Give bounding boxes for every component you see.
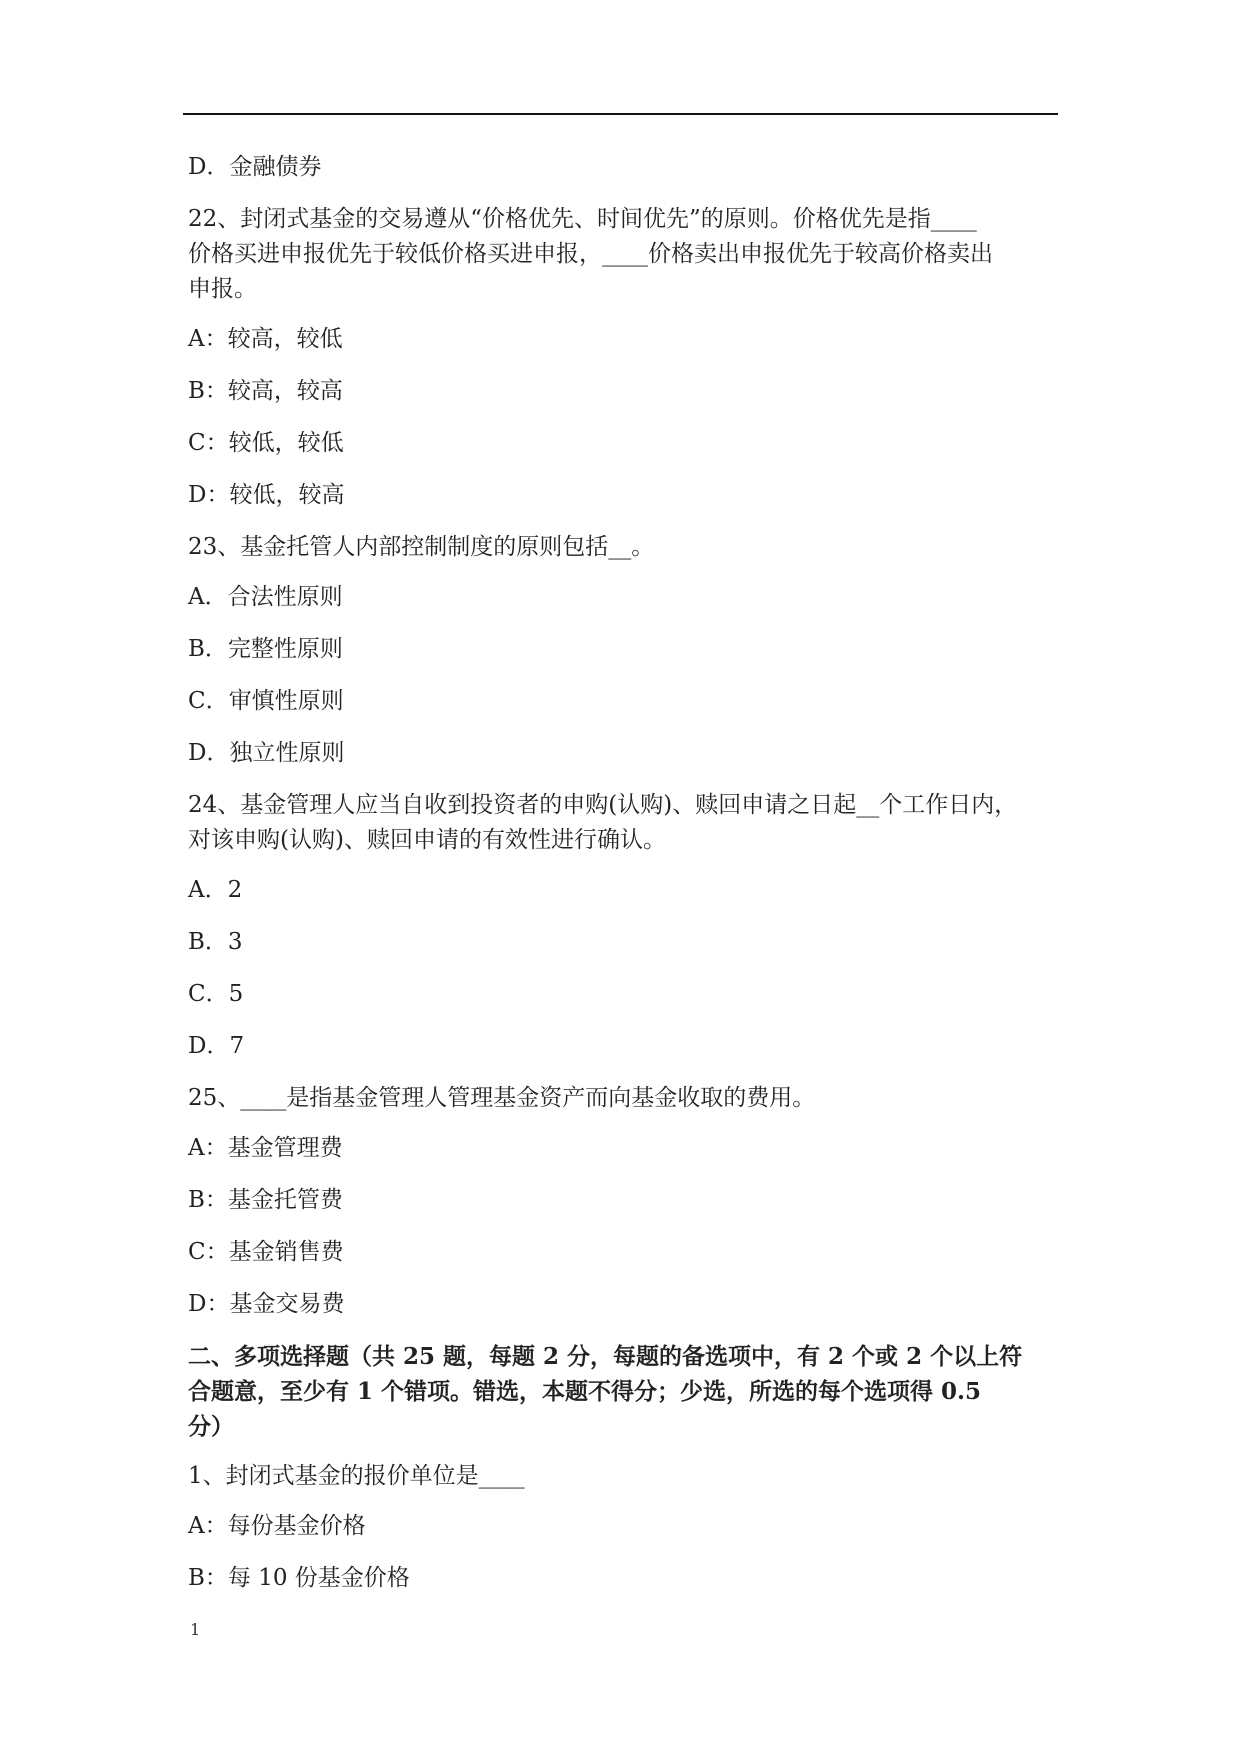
option-text: A．合法性原则 [188, 584, 343, 610]
question-23 [188, 530, 1054, 565]
question-text-line: 24、基金管理人应当自收到投资者的申购(认购)、赎回申请之日起__个工作日内， [188, 792, 1018, 818]
question-25 [188, 1081, 1054, 1116]
question-text-line: 对该申购(认购)、赎回申请的有效性进行确认。 [188, 827, 666, 853]
option-text: D：基金交易费 [188, 1291, 345, 1317]
question-text-line: 23、基金托管人内部控制制度的原则包括__。 [188, 534, 655, 560]
option-text: D：较低，较高 [188, 482, 345, 508]
option-text: B：基金托管费 [188, 1187, 343, 1213]
option-text: C．5 [188, 981, 244, 1007]
option-text: C：较低，较低 [188, 430, 344, 456]
question-m1 [188, 1459, 1054, 1494]
option-text: D．独立性原则 [188, 740, 345, 766]
option-text: A：基金管理费 [188, 1135, 343, 1161]
option-text: A：较高，较低 [188, 326, 343, 352]
question-24 [188, 788, 1054, 858]
option-text: C．审慎性原则 [188, 688, 344, 714]
option-text: A：每份基金价格 [188, 1513, 366, 1539]
option-text: A．2 [188, 877, 243, 903]
option-text: B．完整性原则 [188, 636, 343, 662]
section-heading-line: 合题意，至少有 1 个错项。错选，本题不得分；少选，所选的每个选项得 0.5 [188, 1378, 982, 1405]
option-text: B：每 10 份基金价格 [188, 1565, 410, 1591]
question-text-line: 价格买进申报优先于较低价格买进申报，____价格卖出申报优先于较高价格卖出 [188, 241, 993, 267]
option-text: B：较高，较高 [188, 378, 343, 404]
section-heading-multiple-choice [188, 1339, 1054, 1444]
question-text-line: 1、封闭式基金的报价单位是____ [188, 1463, 525, 1489]
question-text-line: 25、____是指基金管理人管理基金资产而向基金收取的费用。 [188, 1085, 816, 1111]
question-text-line: 22、封闭式基金的交易遵从“价格优先、时间优先”的原则。价格优先是指____ [188, 206, 977, 232]
question-22 [188, 202, 1054, 307]
document-body [188, 150, 1054, 1613]
option-text: D．金融债券 [188, 154, 322, 180]
header-rule [183, 113, 1058, 115]
page-number: 1 [190, 1620, 201, 1639]
option-text: B．3 [188, 929, 243, 955]
option-text: D．7 [188, 1033, 245, 1059]
section-heading-line: 分） [188, 1413, 234, 1440]
question-text-line: 申报。 [188, 276, 257, 302]
option-text: C：基金销售费 [188, 1239, 344, 1265]
section-heading-line: 二、多项选择题（共 25 题，每题 2 分，每题的备选项中，有 2 个或 2 个以上符 [188, 1343, 1023, 1370]
